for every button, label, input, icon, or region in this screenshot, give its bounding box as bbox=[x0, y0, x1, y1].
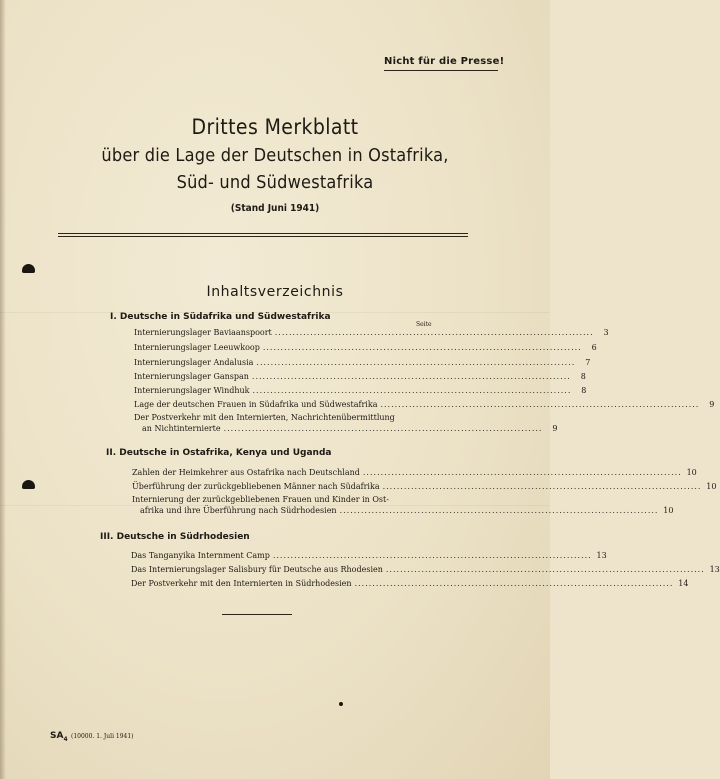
toc-entry bbox=[140, 506, 674, 516]
toc-entry bbox=[132, 482, 717, 492]
toc-entry-text: Überführung der zurückgebliebenen Männer nach Südafrika bbox=[132, 482, 380, 491]
toc-leader-dots: .......................................................................................... bbox=[380, 400, 700, 409]
toc-entry bbox=[131, 565, 720, 575]
toc-entry-text: Zahlen der Heimkehrer aus Ostafrika nach Deutschland bbox=[132, 468, 360, 477]
toc-entry-first-line: Internierung der zurückgebliebenen Frauen und Kinder in Ost- bbox=[132, 495, 389, 504]
toc-leader-dots: .......................................................................................... bbox=[272, 551, 592, 560]
toc-page-number: 8 bbox=[580, 372, 586, 381]
toc-entry-text: an Nichtinternierte bbox=[142, 424, 221, 433]
toc-entry bbox=[134, 343, 597, 353]
toc-entry bbox=[132, 468, 697, 478]
toc-leader-dots: .......................................................................................... bbox=[256, 358, 576, 367]
toc-entry bbox=[134, 328, 609, 338]
toc-entry-text: Internierungslager Andalusia bbox=[134, 358, 254, 367]
form-code-text: SA bbox=[50, 731, 64, 741]
document-subtitle-line2: Süd- und Südwestafrika bbox=[176, 172, 374, 193]
toc-leader-dots: .......................................................................................... bbox=[252, 386, 572, 395]
document-subtitle-line1: über die Lage der Deutschen in Ostafrika, bbox=[101, 145, 449, 166]
toc-leader-dots: .......................................................................................... bbox=[385, 565, 705, 574]
toc-entry-first-line: Der Postverkehr mit den Internierten, Nachrichtenübermittlung bbox=[134, 413, 395, 422]
toc-page-number: 6 bbox=[591, 343, 597, 352]
toc-page-number: 10 bbox=[663, 506, 674, 515]
toc-entry bbox=[134, 400, 715, 410]
form-code-subscript: 4 bbox=[63, 735, 68, 743]
toc-entry-text: afrika und ihre Überführung nach Südrhodesien bbox=[140, 506, 337, 515]
toc-entry-text: Internierungslager Ganspan bbox=[134, 372, 249, 381]
toc-leader-dots: .......................................................................................... bbox=[262, 343, 582, 352]
toc-entry bbox=[131, 551, 607, 561]
toc-leader-dots: .......................................................................................... bbox=[339, 506, 659, 515]
divider-line bbox=[58, 233, 468, 234]
toc-entry-text: Der Postverkehr mit den Internierten in Südrhodesien bbox=[131, 579, 352, 588]
toc-entry bbox=[134, 358, 591, 368]
press-note: Nicht für die Presse! bbox=[384, 56, 505, 67]
toc-heading: Inhaltsverzeichnis bbox=[206, 284, 344, 300]
toc-entry-text: Lage der deutschen Frauen in Südafrika und Südwestafrika bbox=[134, 400, 378, 409]
toc-entry-text: Internierungslager Leeuwkoop bbox=[134, 343, 260, 352]
toc-leader-dots: .......................................................................................... bbox=[382, 482, 702, 491]
toc-entry bbox=[134, 386, 587, 396]
toc-page-number: 14 bbox=[678, 579, 689, 588]
toc-section-title: III. Deutsche in Südrhodesien bbox=[100, 532, 250, 542]
punch-hole bbox=[22, 264, 35, 273]
toc-entry-text: Das Tanganyika Internment Camp bbox=[131, 551, 270, 560]
toc-page-number: 13 bbox=[596, 551, 607, 560]
toc-page-number: 9 bbox=[552, 424, 558, 433]
toc-entry-text: Internierungslager Baviaanspoort bbox=[134, 328, 272, 337]
toc-leader-dots: .......................................................................................... bbox=[362, 468, 682, 477]
punch-hole bbox=[22, 480, 35, 489]
toc-page-number: 13 bbox=[709, 565, 720, 574]
toc-section-title: I. Deutsche in Südafrika und Südwestafrika bbox=[110, 312, 331, 322]
toc-page-number: 7 bbox=[585, 358, 591, 367]
toc-leader-dots: .......................................................................................... bbox=[274, 328, 594, 337]
toc-entry bbox=[131, 579, 689, 589]
toc-entry-text: Das Internierungslager Salisbury für Deutsche aus Rhodesien bbox=[131, 565, 383, 574]
form-code bbox=[50, 731, 68, 743]
document-title: Drittes Merkblatt bbox=[191, 115, 359, 139]
toc-page-number: 10 bbox=[706, 482, 717, 491]
print-run-info: (10000. 1. Juli 1941) bbox=[71, 733, 134, 740]
toc-page-number: 9 bbox=[709, 400, 715, 409]
toc-page-number: 3 bbox=[603, 328, 609, 337]
document-date: (Stand Juni 1941) bbox=[230, 203, 320, 214]
divider-line bbox=[58, 236, 468, 237]
closing-rule bbox=[222, 614, 292, 615]
toc-leader-dots: .......................................................................................... bbox=[223, 424, 543, 433]
press-note-underline bbox=[384, 70, 498, 71]
toc-page-number: 8 bbox=[581, 386, 587, 395]
toc-entry bbox=[142, 424, 558, 434]
toc-entry bbox=[134, 372, 586, 382]
toc-section-title: II. Deutsche in Ostafrika, Kenya und Uganda bbox=[106, 448, 332, 458]
toc-leader-dots: .......................................................................................... bbox=[251, 372, 571, 381]
ink-dot bbox=[339, 702, 343, 706]
toc-leader-dots: .......................................................................................... bbox=[354, 579, 674, 588]
toc-entry-text: Internierungslager Windhuk bbox=[134, 386, 250, 395]
toc-page-number: 10 bbox=[686, 468, 697, 477]
toc-page-column-label: Seite bbox=[416, 321, 432, 328]
